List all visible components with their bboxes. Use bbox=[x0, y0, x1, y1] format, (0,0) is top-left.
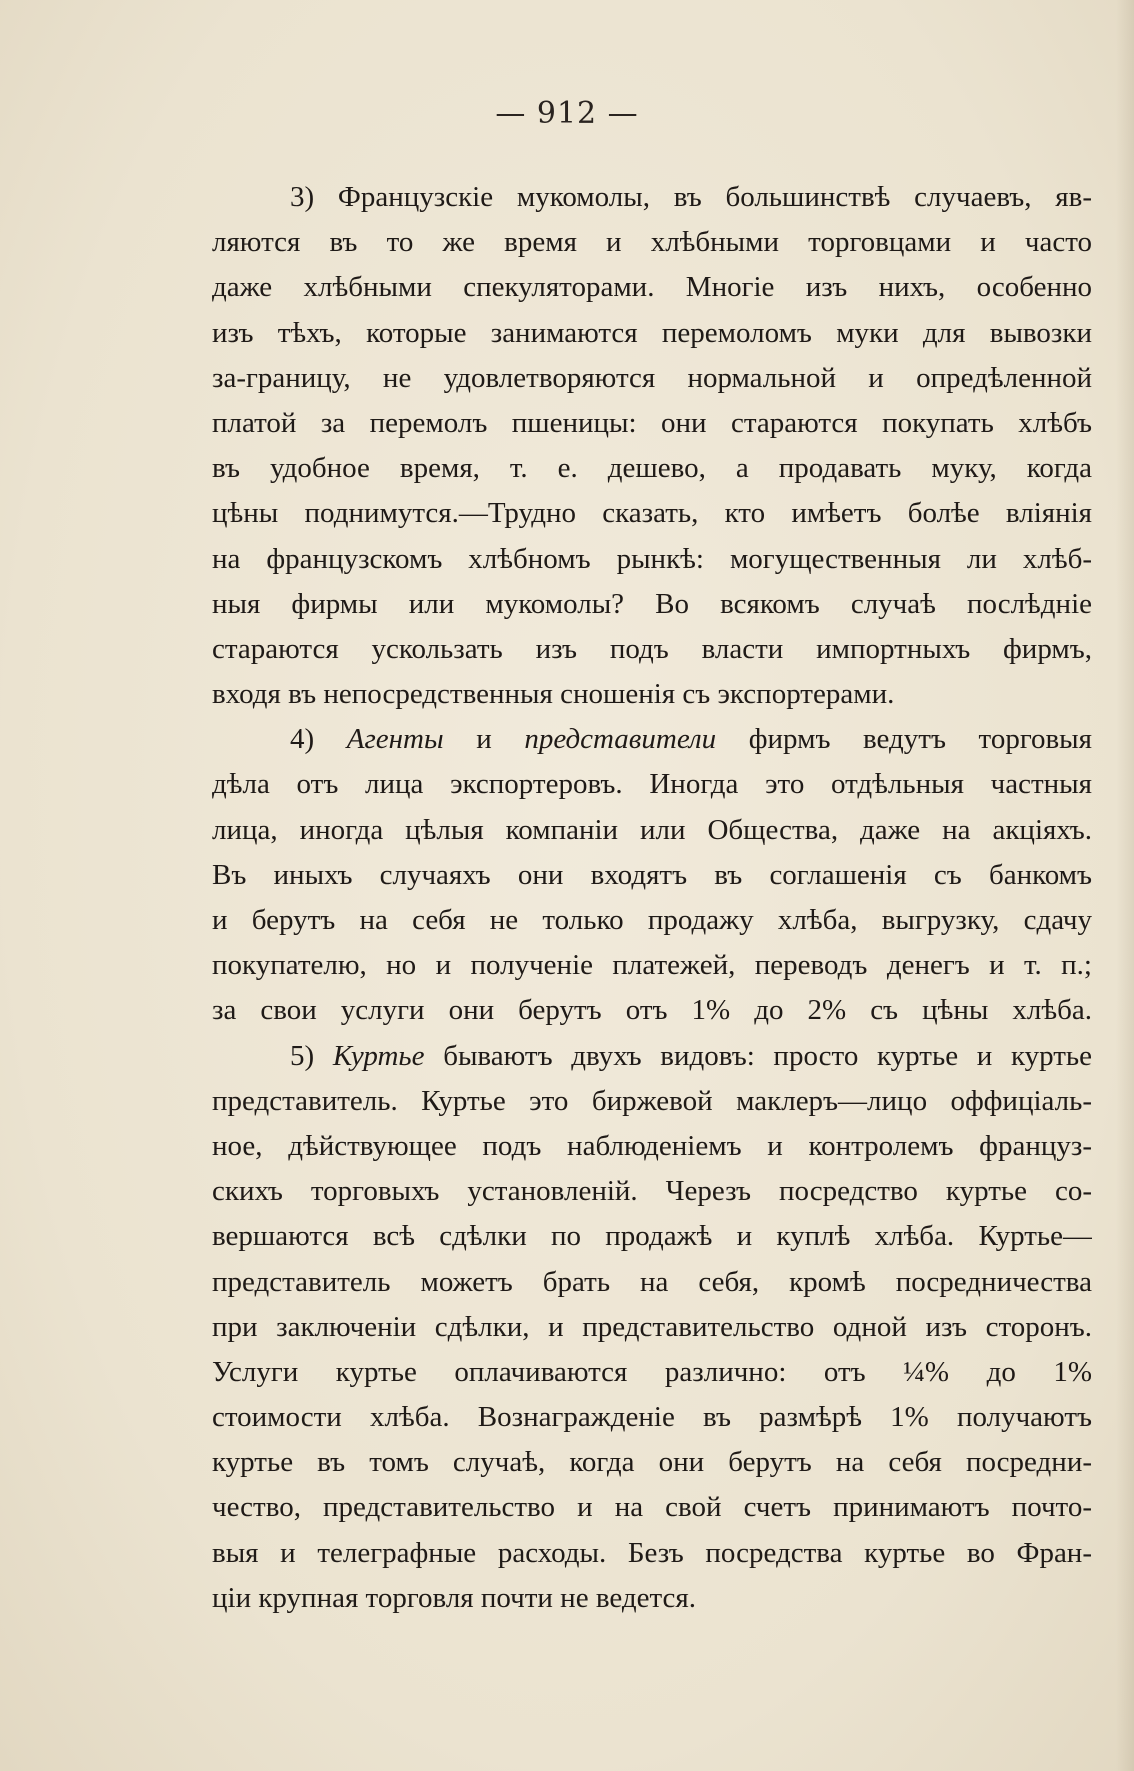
text-line: ляются въ то же время и хлѣбными торговцами и часто bbox=[212, 226, 1092, 259]
text-line: за свои услуги они берутъ отъ 1% до 2% съ цѣны хлѣба. bbox=[212, 994, 1092, 1027]
text-line: ное, дѣйствующее подъ наблюденіемъ и контролемъ француз- bbox=[212, 1129, 1092, 1162]
text-line: Въ иныхъ случаяхъ они входятъ въ соглашенія съ банкомъ bbox=[212, 858, 1092, 891]
text-line: покупателю, но и полученіе платежей, переводъ денегъ и т. п.; bbox=[212, 949, 1092, 982]
text-line: вершаются всѣ сдѣлки по продажѣ и куплѣ хлѣба. Куртье— bbox=[212, 1220, 1092, 1253]
text-line bbox=[212, 1034, 1092, 1079]
text-line: представитель можетъ брать на себя, кромѣ посредничества bbox=[212, 1265, 1092, 1298]
text-line: Услуги куртье оплачиваются различно: отъ ¼% до 1% bbox=[212, 1355, 1092, 1388]
page-number: — 912 — bbox=[495, 96, 639, 131]
italic-term-courtier: Куртье bbox=[332, 1039, 425, 1072]
connector-word: и bbox=[476, 723, 492, 756]
text-line: въ удобное время, т. е. дешево, а продавать муку, когда bbox=[212, 452, 1092, 485]
page-edge-shadow bbox=[1116, 0, 1134, 1771]
paragraph-number: 5) bbox=[290, 1039, 315, 1072]
text-line: и берутъ на себя не только продажу хлѣба, выгрузку, сдачу bbox=[212, 904, 1092, 936]
text-line: платой за перемолъ пшеницы: они стараются покупать хлѣбъ bbox=[212, 406, 1092, 439]
text-line bbox=[212, 717, 1092, 762]
text-line: ціи крупная торговля почти не ведется. bbox=[212, 1581, 696, 1614]
text-line: изъ тѣхъ, которые занимаются перемоломъ муки для вывозки bbox=[212, 316, 1092, 349]
text-line: лица, иногда цѣлыя компаніи или Общества, даже на акціяхъ. bbox=[212, 813, 1092, 846]
text-line: ныя фирмы или мукомолы? Во всякомъ случаѣ послѣдніе bbox=[212, 587, 1092, 620]
line-rest: бываютъ двухъ видовъ: просто куртье и куртье bbox=[443, 1039, 1092, 1072]
body-text bbox=[212, 175, 1092, 1621]
text-line: чество, представительство и на свой счетъ принимаютъ почто- bbox=[212, 1491, 1092, 1524]
text-line: скихъ торговыхъ установленій. Черезъ посредство куртье со- bbox=[212, 1175, 1092, 1208]
text-line: даже хлѣбными спекуляторами. Многіе изъ нихъ, особенно bbox=[212, 271, 1092, 304]
text-line: представитель. Куртье это биржевой маклеръ—лицо оффиціаль- bbox=[212, 1084, 1092, 1117]
italic-term-agents: Агенты bbox=[346, 723, 444, 756]
text-line: стоимости хлѣба. Вознагражденіе въ размѣрѣ 1% получаютъ bbox=[212, 1401, 1092, 1434]
text-line: стараются ускользать изъ подъ власти импортныхъ фирмъ, bbox=[212, 632, 1092, 665]
text-line: куртье въ томъ случаѣ, когда они берутъ на себя посредни- bbox=[212, 1446, 1092, 1479]
text-line: за-границу, не удовлетворяются нормальной и опредѣленной bbox=[212, 361, 1092, 394]
paragraph-number: 4) bbox=[290, 723, 315, 756]
line-rest: фирмъ ведутъ торговыя bbox=[748, 723, 1092, 756]
text-line: при заключеніи сдѣлки, и представительство одной изъ сторонъ. bbox=[212, 1310, 1092, 1343]
text-line: 3) Французскіе мукомолы, въ большинствѣ случаевъ, яв- bbox=[290, 181, 1092, 213]
italic-term-representatives: представители bbox=[524, 723, 717, 756]
text-line: входя въ непосредственныя сношенія съ экспортерами. bbox=[212, 678, 895, 711]
text-line: выя и телеграфные расходы. Безъ посредства куртье во Фран- bbox=[212, 1536, 1092, 1569]
text-line: на французскомъ хлѣбномъ рынкѣ: могущественныя ли хлѣб- bbox=[212, 542, 1092, 575]
text-line: цѣны поднимутся.—Трудно сказать, кто имѣетъ болѣе вліянія bbox=[212, 497, 1092, 530]
text-line: дѣла отъ лица экспортеровъ. Иногда это отдѣльныя частныя bbox=[212, 768, 1092, 801]
